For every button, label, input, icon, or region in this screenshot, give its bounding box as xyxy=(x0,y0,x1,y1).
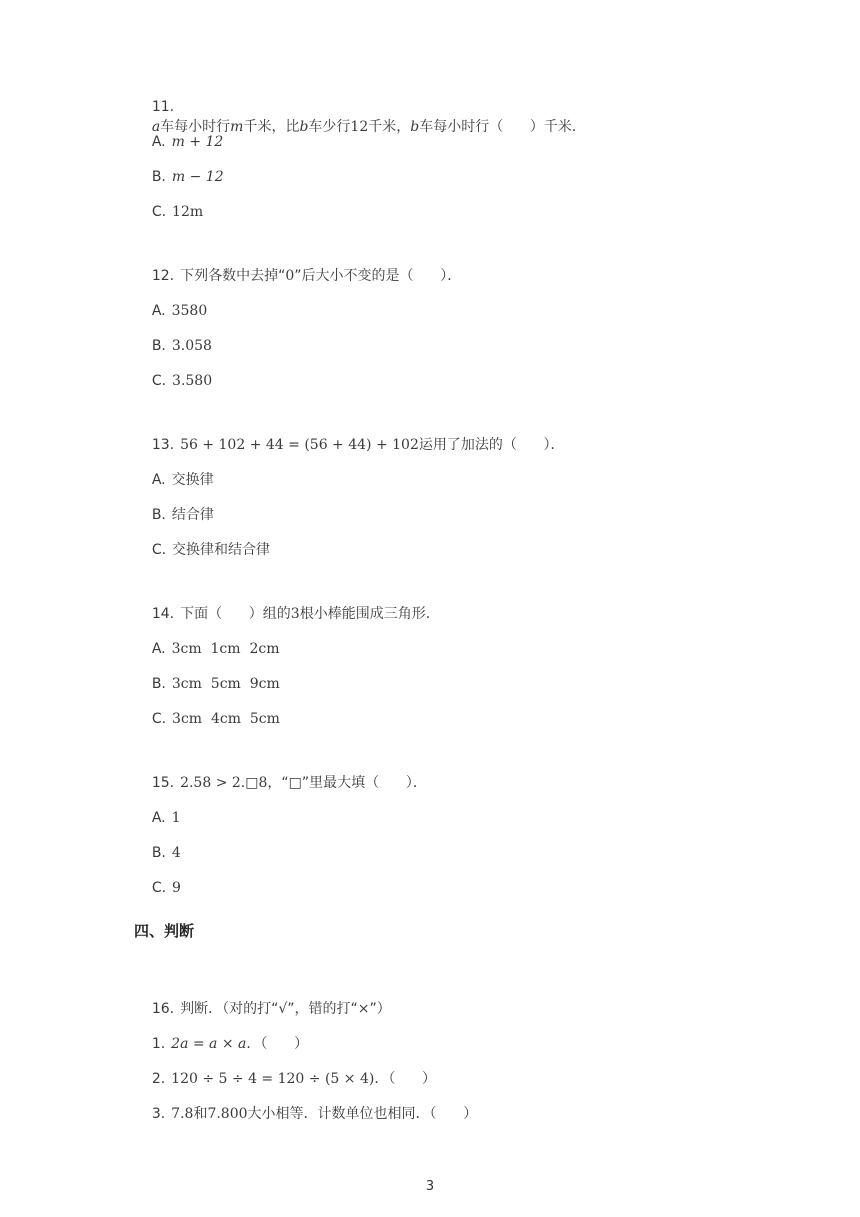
option-letter: C. xyxy=(151,373,167,389)
page-number: 3 xyxy=(425,1179,435,1194)
question-number: 16. xyxy=(151,1001,175,1017)
math-number: 7.800 xyxy=(207,1106,248,1122)
option-letter: B. xyxy=(151,845,166,861)
option-text: 4 xyxy=(171,845,181,861)
option-text: 3cm 1cm 2cm xyxy=(171,641,280,657)
question-14-option-c xyxy=(134,689,280,749)
option-letter: A. xyxy=(151,810,166,826)
option-text: 1 xyxy=(171,810,181,826)
judgment-item-3 xyxy=(134,1084,477,1144)
math-variable: m xyxy=(230,119,244,135)
option-text: 3cm 4cm 5cm xyxy=(172,711,280,727)
stem-text: ”） xyxy=(369,1001,391,1017)
stem-text: 判断．（对的打“√”，错的打“ xyxy=(180,1001,358,1017)
question-11-option-c xyxy=(134,182,203,242)
option-letter: A. xyxy=(151,472,166,488)
math-variable: b xyxy=(299,119,309,135)
question-12-option-c xyxy=(134,351,212,411)
math-equation: 2a = a × a xyxy=(171,1036,247,1052)
stem-text: ”里最大填（ ）． xyxy=(301,775,427,791)
math-variable: a xyxy=(151,119,161,135)
question-15-option-c xyxy=(134,858,181,918)
stem-text: 车少行 xyxy=(308,119,351,135)
stem-text: 下面（ ）组的 xyxy=(180,606,291,622)
option-letter: C. xyxy=(151,711,167,727)
option-text: 3cm 5cm 9cm xyxy=(171,676,280,692)
question-number: 11. xyxy=(151,99,175,115)
math-equation: 56 + 102 + 44 = (56 + 44) + 102 xyxy=(180,437,419,453)
item-number: 1. xyxy=(151,1036,166,1052)
question-number: 13. xyxy=(151,437,175,453)
option-letter: C. xyxy=(151,542,167,558)
option-text: m + 12 xyxy=(171,134,224,150)
box-symbol: □ xyxy=(288,775,302,791)
stem-text: 千米， xyxy=(368,119,411,135)
item-text: ．（ ） xyxy=(246,1036,309,1052)
option-text: 交换律和结合律 xyxy=(172,542,271,558)
stem-text: 下列各数中去掉“ xyxy=(180,268,286,284)
stem-text: 根小棒能围成三角形． xyxy=(299,606,440,622)
option-letter: A. xyxy=(151,134,166,150)
math-number: 0 xyxy=(285,268,295,284)
math-number: 12 xyxy=(350,119,369,135)
option-text: 3580 xyxy=(171,303,208,319)
math-variable: b xyxy=(410,119,420,135)
option-letter: B. xyxy=(151,507,166,523)
option-letter: C. xyxy=(151,204,167,220)
option-letter: A. xyxy=(151,641,166,657)
option-text: 12m xyxy=(172,204,204,220)
option-letter: B. xyxy=(151,676,166,692)
item-number: 3. xyxy=(151,1106,166,1122)
section-heading: 四、判断 xyxy=(134,922,195,940)
option-text: 3.580 xyxy=(172,373,213,389)
stem-text: 千米，比 xyxy=(243,119,300,135)
option-text: 3.058 xyxy=(171,338,212,354)
cross-symbol: × xyxy=(357,1001,370,1017)
option-letter: A. xyxy=(151,303,166,319)
math-number: 3 xyxy=(290,606,300,622)
stem-text: ”后大小不变的是（ ）． xyxy=(294,268,462,284)
item-number: 2. xyxy=(151,1071,166,1087)
item-text: 和 xyxy=(193,1106,208,1122)
stem-text: 运用了加法的（ ）． xyxy=(418,437,565,453)
math-equation: 2.58 > 2.□8 xyxy=(180,775,268,791)
stem-text: 车每小时行 xyxy=(160,119,231,135)
option-text: m − 12 xyxy=(171,169,224,185)
question-13-option-c xyxy=(134,520,270,580)
option-text: 9 xyxy=(172,880,181,896)
option-text: 交换律 xyxy=(171,472,214,488)
math-number: 7.8 xyxy=(171,1106,194,1122)
option-letter: B. xyxy=(151,169,166,185)
item-text: 大小相等．计数单位也相同．（ ） xyxy=(247,1106,478,1122)
math-equation: 120 ÷ 5 ÷ 4 = 120 ÷ (5 × 4) xyxy=(171,1071,375,1087)
question-number: 15. xyxy=(151,775,175,791)
option-text: 结合律 xyxy=(171,507,214,523)
option-letter: C. xyxy=(151,880,167,896)
item-text: ．（ ） xyxy=(374,1071,437,1087)
question-number: 12. xyxy=(151,268,175,284)
option-letter: B. xyxy=(151,338,166,354)
question-number: 14. xyxy=(151,606,175,622)
stem-text: 车每小时行（ ）千米． xyxy=(419,119,586,135)
stem-text: ，“ xyxy=(267,775,289,791)
